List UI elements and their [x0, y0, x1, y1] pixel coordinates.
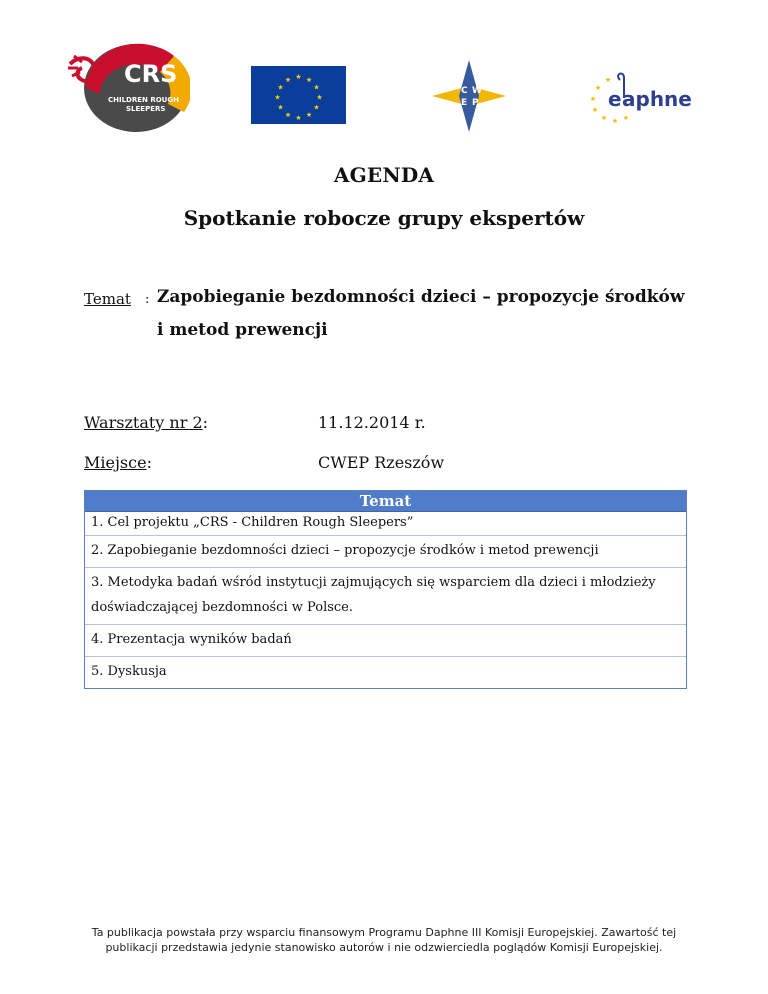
svg-text:★: ★ — [313, 83, 320, 92]
crs-letters: CRS — [124, 60, 178, 88]
svg-text:★: ★ — [589, 95, 597, 103]
workshop-date: 11.12.2014 r. — [318, 413, 426, 432]
svg-text:★: ★ — [274, 93, 281, 102]
agenda-table — [84, 490, 687, 689]
place-value: CWEP Rzeszów — [318, 453, 445, 472]
svg-text:★: ★ — [277, 103, 284, 112]
crs-logo — [64, 42, 190, 138]
svg-text:e: e — [608, 87, 622, 111]
svg-text:★: ★ — [277, 83, 284, 92]
svg-text:W: W — [472, 86, 482, 96]
svg-text:★: ★ — [284, 111, 292, 119]
svg-text:★: ★ — [313, 103, 320, 112]
svg-text:★: ★ — [600, 114, 608, 122]
svg-text:★: ★ — [316, 93, 323, 102]
page-subtitle: Spotkanie robocze grupy ekspertów — [183, 206, 585, 230]
svg-text:★: ★ — [604, 76, 612, 84]
agenda-item: 5. Dyskusja — [85, 656, 686, 688]
topic-text-line1: Zapobieganie bezdomności dzieci – propozycje środków — [157, 287, 685, 307]
crs-line2: SLEEPERS — [126, 105, 166, 113]
svg-text:★: ★ — [305, 111, 313, 119]
svg-text:C: C — [461, 86, 468, 96]
svg-text:★: ★ — [284, 76, 292, 84]
footer-line2: publikacji przedstawia jedynie stanowisko autorów i nie odzwierciedla poglądów Komisji Europejskiej. — [105, 941, 663, 954]
place-label: Miejsce: — [84, 453, 152, 472]
svg-text:★: ★ — [611, 117, 619, 125]
topic-label: Temat — [84, 290, 131, 308]
svg-text:P: P — [472, 98, 479, 108]
svg-text:★: ★ — [305, 76, 313, 84]
svg-text:★: ★ — [295, 73, 302, 81]
svg-text:★: ★ — [591, 106, 599, 114]
topic-colon: : — [145, 292, 150, 307]
cwep-logo — [430, 58, 508, 134]
topic-text-line2: i metod prewencji — [157, 320, 328, 340]
daphne-text: aphne — [622, 87, 692, 111]
agenda-item: 1. Cel projektu „CRS - Children Rough Sleepers” — [91, 515, 414, 530]
svg-text:E: E — [461, 98, 468, 108]
agenda-item: 3. Metodyka badań wśród instytucji zajmujących się wsparciem dla dzieci i młodzieży doświadczającej bezdomności w Polsce. — [85, 567, 686, 624]
agenda-item: 4. Prezentacja wyników badań — [85, 624, 686, 656]
footer-disclaimer — [0, 925, 768, 955]
logo-bar — [0, 38, 768, 138]
agenda-header: Temat — [85, 491, 686, 512]
crs-line1: CHILDREN ROUGH — [108, 96, 179, 104]
page-title: AGENDA — [333, 163, 435, 187]
agenda-item: 2. Zapobieganie bezdomności dzieci – propozycje środków i metod prewencji — [85, 535, 686, 567]
svg-text:★: ★ — [594, 84, 602, 92]
daphne-logo — [584, 68, 714, 128]
workshop-label: Warsztaty nr 2: — [84, 413, 209, 432]
svg-text:★: ★ — [295, 114, 302, 122]
svg-text:★: ★ — [622, 114, 630, 122]
footer-line1: Ta publikacja powstała przy wsparciu finansowym Programu Daphne III Komisji Europejskiej. Zawartość tej — [91, 926, 677, 939]
eu-flag-icon — [251, 66, 346, 124]
